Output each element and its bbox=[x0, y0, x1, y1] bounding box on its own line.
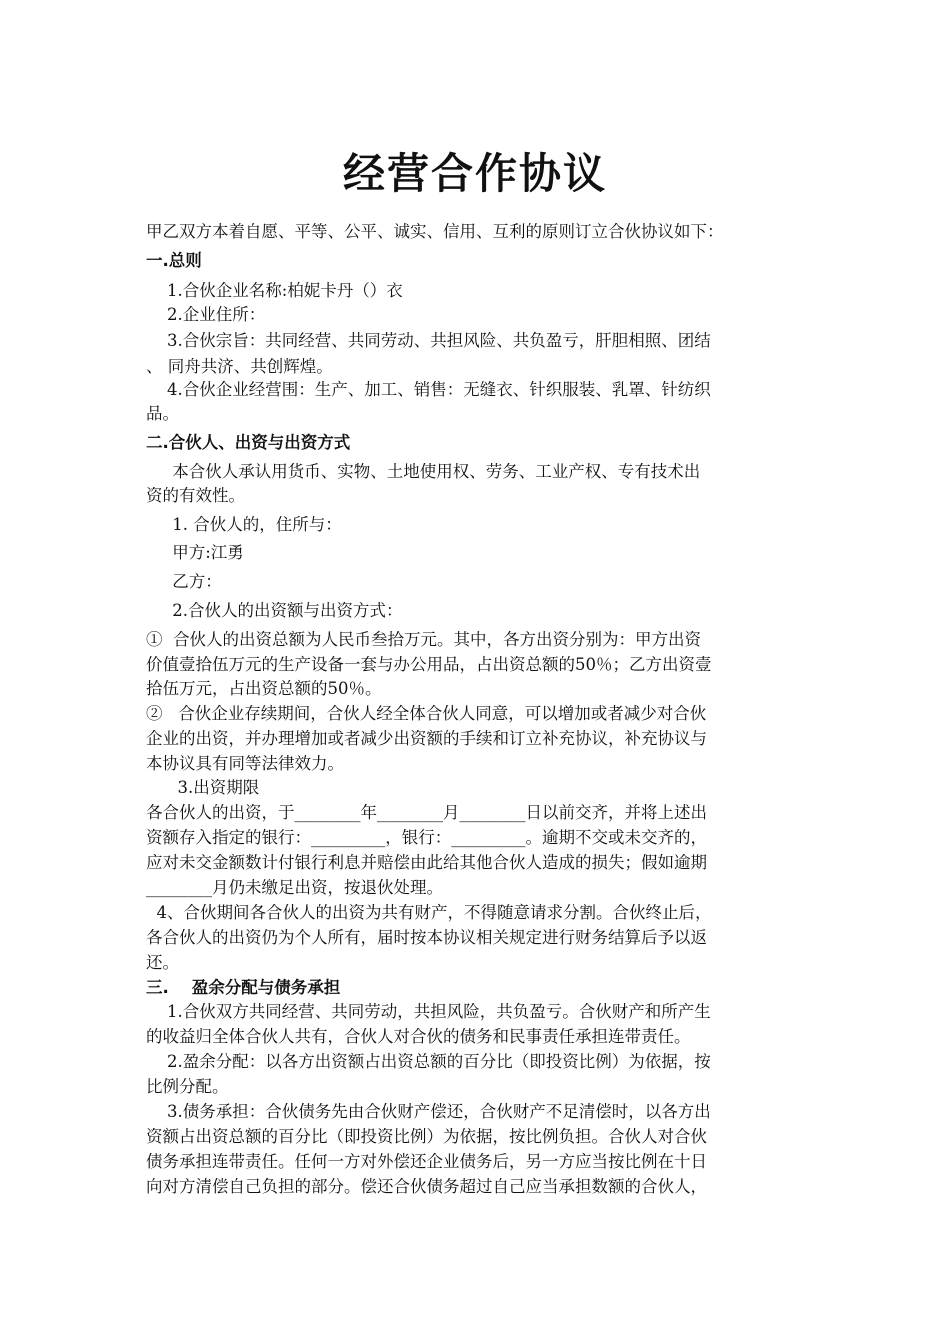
clause-line: 本合伙人承认用货币、实物、土地使用权、劳务、工业产权、专有技术出 bbox=[146, 462, 701, 481]
clause-line: 品。 bbox=[146, 404, 179, 423]
document-title: 经营合作协议 bbox=[342, 149, 607, 198]
clause-line: 资额占出资总额的百分比（即投资比例）为依据，按比例负担。合伙人对合伙 bbox=[146, 1127, 707, 1146]
clause-line: 比例分配。 bbox=[146, 1077, 229, 1096]
clause-line: 资额存入指定的银行：_________，银行：_________。逾期不交或未交齐的， bbox=[146, 828, 707, 847]
clause-line: 3.债务承担：合伙债务先由合伙财产偿还，合伙财产不足清偿时，以各方出 bbox=[146, 1102, 711, 1121]
clause-line: 2.合伙人的出资额与出资方式： bbox=[146, 601, 403, 620]
clause-line: 1.合伙双方共同经营、共同劳动，共担风险，共负盈亏。合伙财产和所产生 bbox=[146, 1002, 711, 1021]
clause-line: 各合伙人的出资仍为个人所有，届时按本协议相关规定进行财务结算后予以返 bbox=[146, 928, 707, 947]
clause-line: 企业的出资，并办理增加或者减少出资额的手续和订立补充协议，补充协议与 bbox=[146, 729, 707, 748]
clause-line: 价值壹拾伍万元的生产设备一套与办公用品，占出资总额的50％；乙方出资壹 bbox=[146, 655, 712, 674]
clause-line: 应对未交金额数计付银行利息并赔偿由此给其他合伙人造成的损失；假如逾期 bbox=[146, 853, 707, 872]
clause-line: 4.合伙企业经营围：生产、加工、销售：无缝衣、针织服装、乳罩、针纺织 bbox=[146, 380, 711, 399]
party-a-line: 甲方:江勇 bbox=[146, 543, 244, 562]
party-b-line: 乙方： bbox=[146, 572, 222, 591]
clause-line: 的收益归全体合伙人共有，合伙人对合伙的债务和民事责任承担连带责任。 bbox=[146, 1027, 691, 1046]
section-heading-2: 二.合伙人、出资与出资方式 bbox=[146, 433, 351, 452]
clause-line: 2.盈余分配：以各方出资额占出资总额的百分比（即投资比例）为依据，按 bbox=[146, 1052, 711, 1071]
clause-line: 债务承担连带责任。任何一方对外偿还企业债务后，另一方应当按比例在十日 bbox=[146, 1152, 707, 1171]
clause-line: 4、合伙期间各合伙人的出资为共有财产，不得随意请求分割。合伙终止后， bbox=[146, 903, 712, 922]
section-heading-3: 三. 盈余分配与债务承担 bbox=[146, 978, 341, 997]
clause-line: 本协议具有同等法律效力。 bbox=[146, 754, 344, 773]
clause-line: 3.合伙宗旨：共同经营、共同劳动、共担风险、共负盈亏，肝胆相照、团结 bbox=[146, 331, 711, 350]
clause-line: ________月仍未缴足出资，按退伙处理。 bbox=[146, 878, 443, 897]
clause-line: 资的有效性。 bbox=[146, 486, 245, 505]
clause-line: 3.出资期限 bbox=[146, 778, 260, 797]
clause-line: 、 同舟共济、共创辉煌。 bbox=[146, 357, 333, 376]
clause-line: 拾伍万元，占出资总额的50％。 bbox=[146, 679, 382, 698]
clause-line: 向对方清偿自己负担的部分。偿还合伙债务超过自己应当承担数额的合伙人， bbox=[146, 1177, 707, 1196]
clause-line: 各合伙人的出资，于________年________月________日以前交齐，并将上述出 bbox=[146, 803, 707, 822]
clause-line: 1.合伙企业名称:柏妮卡丹（）衣 bbox=[146, 281, 403, 300]
clause-line: 1. 合伙人的，住所与： bbox=[146, 515, 342, 534]
section-heading-1: 一.总则 bbox=[146, 251, 202, 270]
clause-line: ① 合伙人的出资总额为人民币叁拾万元。其中，各方出资分别为：甲方出资 bbox=[146, 630, 701, 649]
clause-line: ② 合伙企业存续期间，合伙人经全体合伙人同意，可以增加或者减少对合伙 bbox=[146, 704, 707, 723]
clause-line: 2.企业住所： bbox=[146, 305, 266, 324]
clause-line: 还。 bbox=[146, 953, 179, 972]
intro-line: 甲乙双方本着自愿、平等、公平、诚实、信用、互利的原则订立合伙协议如下： bbox=[146, 222, 724, 241]
